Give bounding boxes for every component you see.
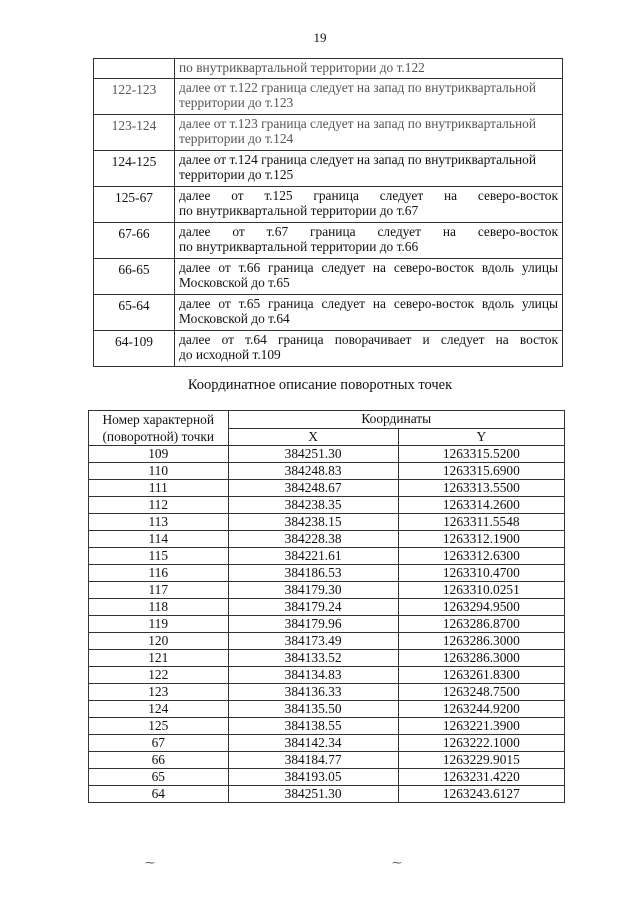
coords-row [89,786,565,803]
segment-cell: 65-64 [94,295,175,331]
coords-cell-y: 1263314.2600 [398,497,564,514]
coords-row [89,701,565,718]
coords-row [89,582,565,599]
point-header-line-2: (поворотной) точки [102,429,215,444]
boundary-row [94,151,563,187]
coords-cell-point: 111 [89,480,229,497]
coords-cell-point: 114 [89,531,229,548]
boundary-description-table [93,58,563,367]
coords-cell-y: 1263294.9500 [398,599,564,616]
description-cell [175,295,563,331]
boundary-row [94,295,563,331]
coords-header-row-1 [89,411,565,429]
boundary-row [94,187,563,223]
coords-row [89,769,565,786]
boundary-row [94,79,563,115]
coords-cell-y: 1263243.6127 [398,786,564,803]
segment-cell: 124-125 [94,151,175,187]
boundary-row [94,259,563,295]
coords-row [89,718,565,735]
coords-cell-y: 1263315.5200 [398,446,564,463]
segment-cell: 67-66 [94,223,175,259]
description-cell [175,331,563,367]
coords-cell-x: 384248.67 [228,480,398,497]
coords-cell-point: 117 [89,582,229,599]
segment-cell: 122-123 [94,79,175,115]
description-line: территории до т.125 [179,167,294,182]
coords-cell-y: 1263312.1900 [398,531,564,548]
boundary-row [94,331,563,367]
coords-cell-x: 384173.49 [228,633,398,650]
description-line: до исходной т.109 [179,347,281,362]
coords-cell-x: 384133.52 [228,650,398,667]
coords-cell-point: 120 [89,633,229,650]
coords-cell-x: 384138.55 [228,718,398,735]
coords-cell-x: 384193.05 [228,769,398,786]
boundary-row [94,223,563,259]
description-line: Московской до т.64 [179,311,290,326]
coords-cell-y: 1263286.8700 [398,616,564,633]
coords-row [89,599,565,616]
coords-row [89,565,565,582]
y-column-header: Y [398,428,564,446]
description-line: далее от т.125 граница следует на северо-восток [179,188,558,203]
coords-cell-x: 384135.50 [228,701,398,718]
coords-cell-x: 384228.38 [228,531,398,548]
description-line: по внутриквартальной территории до т.67 [179,203,419,218]
coords-row [89,531,565,548]
description-line: Московской до т.65 [179,275,290,290]
coords-row [89,514,565,531]
coords-cell-y: 1263310.0251 [398,582,564,599]
coords-cell-point: 124 [89,701,229,718]
coords-cell-point: 66 [89,752,229,769]
coords-row [89,548,565,565]
footer-mark-right: ⁓ [392,858,402,869]
coords-cell-point: 109 [89,446,229,463]
coords-cell-y: 1263221.3900 [398,718,564,735]
coords-cell-y: 1263231.4220 [398,769,564,786]
coords-cell-x: 384134.83 [228,667,398,684]
coords-cell-x: 384221.61 [228,548,398,565]
coords-cell-x: 384238.15 [228,514,398,531]
coords-cell-point: 67 [89,735,229,752]
coords-cell-point: 116 [89,565,229,582]
description-cell [175,79,563,115]
x-column-header: X [228,428,398,446]
point-number-header [89,411,229,446]
coords-row [89,463,565,480]
coords-row [89,735,565,752]
coords-cell-y: 1263248.7500 [398,684,564,701]
segment-cell: 64-109 [94,331,175,367]
coords-row [89,446,565,463]
coords-cell-y: 1263310.4700 [398,565,564,582]
coords-cell-y: 1263312.6300 [398,548,564,565]
description-cell [175,151,563,187]
coords-row [89,650,565,667]
segment-cell: 123-124 [94,115,175,151]
coords-row [89,633,565,650]
description-cell [175,259,563,295]
description-cell [175,223,563,259]
coordinates-table [88,410,565,803]
coords-cell-point: 121 [89,650,229,667]
description-line: территории до т.123 [179,95,294,110]
description-cell [175,115,563,151]
description-cell [175,187,563,223]
coords-cell-point: 110 [89,463,229,480]
coords-cell-y: 1263229.9015 [398,752,564,769]
coords-cell-y: 1263244.9200 [398,701,564,718]
coords-cell-point: 64 [89,786,229,803]
coords-cell-y: 1263286.3000 [398,633,564,650]
coords-cell-point: 113 [89,514,229,531]
description-line: далее от т.66 граница следует на северо-восток вдоль улицы [179,260,558,275]
coords-cell-y: 1263315.6900 [398,463,564,480]
description-cell [175,59,563,79]
coords-cell-x: 384179.96 [228,616,398,633]
description-line: территории до т.124 [179,131,294,146]
coords-row [89,752,565,769]
coords-row [89,616,565,633]
coords-cell-point: 122 [89,667,229,684]
coords-cell-x: 384142.34 [228,735,398,752]
point-header-line-1: Номер характерной [102,412,215,427]
coords-cell-x: 384179.30 [228,582,398,599]
segment-cell: 125-67 [94,187,175,223]
coords-cell-x: 384179.24 [228,599,398,616]
boundary-row [94,59,563,79]
coords-cell-y: 1263313.5500 [398,480,564,497]
coords-cell-point: 118 [89,599,229,616]
coords-cell-point: 119 [89,616,229,633]
coords-cell-y: 1263286.3000 [398,650,564,667]
coords-cell-point: 65 [89,769,229,786]
coords-row [89,667,565,684]
coords-cell-y: 1263311.5548 [398,514,564,531]
coords-cell-x: 384136.33 [228,684,398,701]
coordinates-section-title: Координатное описание поворотных точек [187,377,453,393]
description-line: далее от т.123 граница следует на запад по внутриквартальной [179,116,536,131]
description-line: далее от т.122 граница следует на запад по внутриквартальной [179,80,536,95]
coords-row [89,684,565,701]
segment-cell: 66-65 [94,259,175,295]
coords-row [89,497,565,514]
coords-cell-x: 384186.53 [228,565,398,582]
footer-mark-left: ⁓ [145,858,155,869]
boundary-row [94,115,563,151]
coords-cell-point: 112 [89,497,229,514]
description-line: далее от т.64 граница поворачивает и следует на восток [179,332,558,347]
coords-cell-x: 384251.30 [228,446,398,463]
description-line: по внутриквартальной территории до т.122 [179,60,425,75]
coords-cell-point: 125 [89,718,229,735]
description-line: далее от т.65 граница следует на северо-восток вдоль улицы [179,296,558,311]
segment-cell [94,59,175,79]
coords-cell-y: 1263261.8300 [398,667,564,684]
coords-cell-x: 384248.83 [228,463,398,480]
description-line: далее от т.124 граница следует на запад по внутриквартальной [179,152,536,167]
coords-row [89,480,565,497]
coords-cell-y: 1263222.1000 [398,735,564,752]
coords-cell-point: 115 [89,548,229,565]
description-line: по внутриквартальной территории до т.66 [179,239,419,254]
coords-cell-x: 384238.35 [228,497,398,514]
coords-cell-x: 384251.30 [228,786,398,803]
page-number: 19 [313,30,327,45]
coordinates-header: Координаты [228,411,564,429]
description-line: далее от т.67 граница следует на северо-восток [179,224,558,239]
coords-cell-x: 384184.77 [228,752,398,769]
coords-cell-point: 123 [89,684,229,701]
